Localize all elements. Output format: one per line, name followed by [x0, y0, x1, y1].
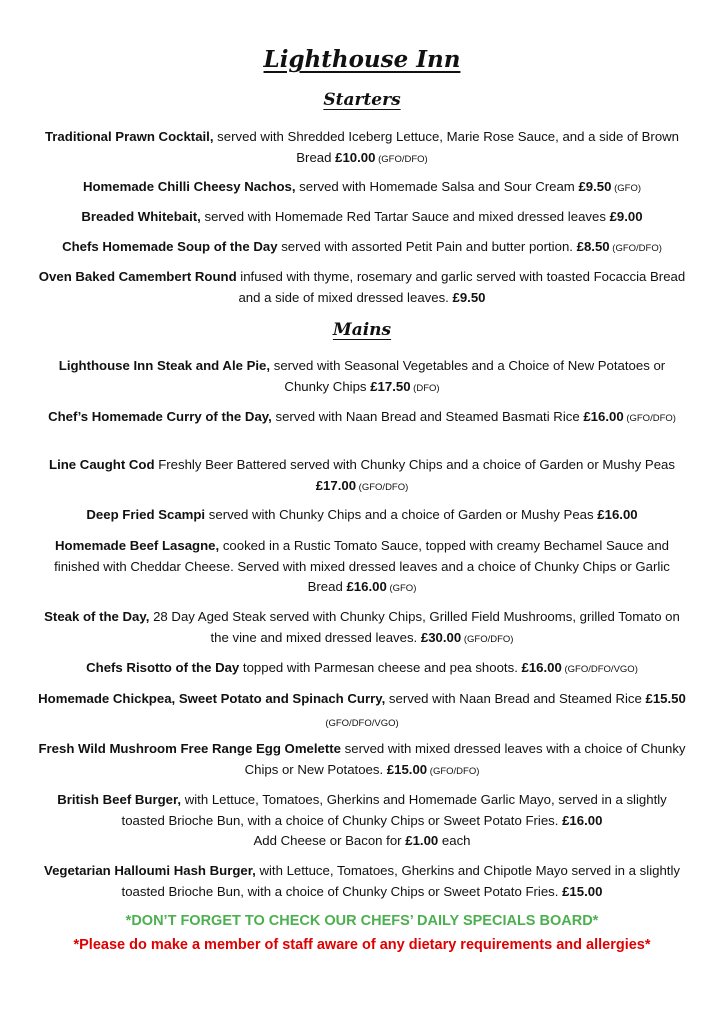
menu-item [38, 861, 686, 904]
item-tag: (DFO) [410, 382, 440, 394]
item-desc: served with Chunky Chips and a choice of Garden or Mushy Peas [205, 507, 598, 522]
item-desc: served with Homemade Salsa and Sour Cream [295, 179, 579, 194]
item-desc: served with assorted Petit Pain and butter portion. [277, 239, 577, 254]
menu-item [38, 237, 686, 260]
menu-item [38, 267, 686, 310]
menu-item [38, 607, 686, 650]
item-desc: served with Seasonal Vegetables and a Choice of New Potatoes or Chunky Chips [270, 358, 666, 394]
menu-item [38, 207, 686, 230]
menu-item [38, 505, 686, 528]
item-extra: Add Cheese or Bacon for [253, 833, 406, 848]
item-price: £15.00 [386, 761, 428, 777]
item-price: £30.00 [420, 629, 462, 645]
section-heading-starters: Starters [323, 90, 401, 110]
item-name: British Beef Burger, [57, 792, 182, 807]
item-price: £16.00 [597, 507, 638, 522]
item-price: £16.00 [562, 812, 603, 828]
item-price: £9.50 [452, 289, 486, 305]
item-price: £16.00 [346, 579, 387, 594]
item-desc: with Lettuce, Tomatoes, Gherkins and Chipotle Mayo served in a slightly toasted Brioche Bun, with a choice of Chunky Chips or Sweet Potato Fries. [121, 863, 680, 899]
item-desc: with Lettuce, Tomatoes, Gherkins and Homemade Garlic Mayo, served in a slightly toasted Brioche Bun, with a choice of Chunky Chips or Sweet Potato Fries. [121, 792, 667, 828]
specials-notice: *DON’T FORGET TO CHECK OUR CHEFS’ DAILY SPECIALS BOARD* [125, 913, 599, 929]
item-extra-price: £1.00 [405, 833, 439, 848]
page-title: Lighthouse Inn [263, 46, 461, 73]
item-tag: (GFO) [386, 583, 417, 594]
item-name: Line Caught Cod [49, 457, 155, 472]
menu-item [38, 658, 686, 681]
item-extra-tail: each [438, 833, 471, 848]
item-tag: (GFO/DFO/VGO) [561, 664, 638, 675]
item-price: £10.00 [335, 149, 376, 165]
menu-item [38, 689, 686, 734]
item-tag: (GFO) [611, 183, 642, 194]
menu-item [38, 127, 686, 170]
item-name: Homemade Chickpea, Sweet Potato and Spinach Curry, [38, 691, 386, 706]
item-tag: (GFO/DFO) [623, 413, 676, 424]
item-name: Fresh Wild Mushroom Free Range Egg Omelette [38, 741, 341, 756]
item-desc: infused with thyme, rosemary and garlic served with toasted Focaccia Bread and a side of mixed dressed leaves. [236, 269, 686, 305]
item-tag: (GFO/DFO) [356, 481, 409, 493]
menu-item [38, 739, 686, 782]
menu-item [38, 536, 686, 600]
item-name: Traditional Prawn Cocktail, [44, 129, 214, 144]
section-heading-mains: Mains [332, 320, 392, 340]
item-name: Homemade Beef Lasagne, [54, 538, 220, 553]
item-desc: Freshly Beer Battered served with Chunky Chips and a choice of Garden or Mushy Peas [154, 457, 675, 472]
item-tag: (GFO/DFO) [375, 153, 428, 165]
item-price: £9.00 [609, 209, 643, 224]
item-price: £17.00 [315, 477, 357, 493]
item-price: £16.00 [521, 660, 562, 675]
menu-item [38, 407, 686, 430]
item-name: Lighthouse Inn Steak and Ale Pie, [58, 358, 271, 373]
menu-item [38, 455, 686, 498]
item-price: £15.50 [645, 691, 686, 706]
item-desc: served with Homemade Red Tartar Sauce and mixed dressed leaves [200, 209, 610, 224]
item-name: Oven Baked Camembert Round [38, 269, 237, 284]
item-desc: served with mixed dressed leaves with a choice of Chunky Chips or New Potatoes. [244, 741, 686, 777]
item-price: £9.50 [578, 179, 612, 194]
item-name: Vegetarian Halloumi Hash Burger, [44, 863, 256, 878]
item-tag: (GFO/DFO) [609, 243, 662, 254]
menu-item [38, 790, 686, 852]
item-name: Deep Fried Scampi [86, 507, 206, 522]
item-name: Homemade Chilli Cheesy Nachos, [82, 179, 296, 194]
item-tag: (GFO/DFO/VGO) [325, 717, 399, 729]
item-tag: (GFO/DFO) [461, 633, 514, 645]
item-desc: topped with Parmesan cheese and pea shoots. [239, 660, 522, 675]
item-desc: cooked in a Rustic Tomato Sauce, topped with creamy Bechamel Sauce and finished with Cheddar Cheese. Served with mixed dressed leaves and a choice of Chunky Chips or Garlic Bread [54, 538, 670, 594]
item-name: Chefs Homemade Soup of the Day [62, 239, 278, 254]
item-price: £15.00 [562, 883, 603, 899]
allergy-notice: *Please do make a member of staff aware of any dietary requirements and allergies* [73, 937, 651, 953]
item-desc: 28 Day Aged Steak served with Chunky Chips, Grilled Field Mushrooms, grilled Tomato on the vine and mixed dressed leaves. [149, 609, 680, 645]
item-price: £17.50 [370, 378, 411, 394]
item-tag: (GFO/DFO) [427, 765, 480, 777]
item-desc: served with Naan Bread and Steamed Basmati Rice [271, 409, 584, 424]
item-name: Chef’s Homemade Curry of the Day, [48, 409, 272, 424]
item-name: Breaded Whitebait, [81, 209, 201, 224]
menu-item [38, 177, 686, 200]
item-price: £8.50 [576, 239, 610, 254]
menu-item [38, 356, 686, 399]
item-name: Chefs Risotto of the Day [86, 660, 240, 675]
item-name: Steak of the Day, [44, 609, 150, 624]
item-desc: served with Shredded Iceberg Lettuce, Marie Rose Sauce, and a side of Brown Bread [213, 129, 680, 165]
item-desc: served with Naan Bread and Steamed Rice [385, 691, 646, 706]
item-price: £16.00 [583, 409, 624, 424]
